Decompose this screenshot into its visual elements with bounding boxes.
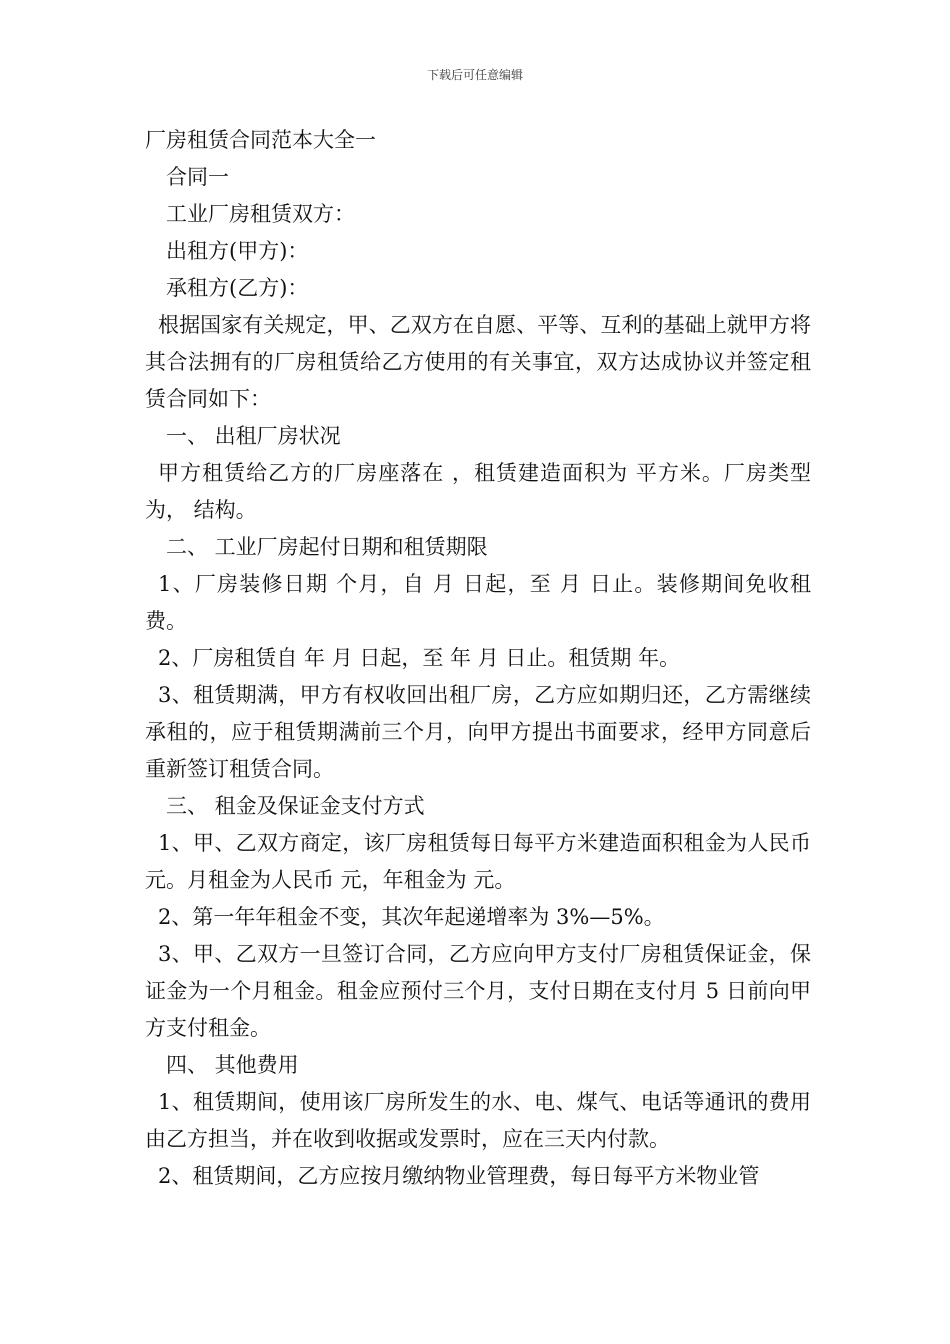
paragraph: 三、 租金及保证金支付方式 (166, 794, 425, 818)
paragraph: 根据国家有关规定，甲、乙双方在自愿、平等、互利的基础上就甲方将其合法拥有的厂房租赁给乙方使用的有关事宜，双方达成协议并签定租赁合同如下： (145, 313, 811, 411)
paragraph: 3、租赁期满，甲方有权收回出租厂房，乙方应如期归还，乙方需继续承租的，应于租赁期满前三个月，向甲方提出书面要求，经甲方同意后重新签订租赁合同。 (145, 683, 811, 781)
paragraph: 二、 工业厂房起付日期和租赁期限 (166, 535, 488, 559)
paragraph: 承租方(乙方)： (166, 276, 309, 300)
paragraph: 3、甲、乙双方一旦签订合同，乙方应向甲方支付厂房租赁保证金，保证金为一个月租金。租金应预付三个月，支付日期在支付月 5 日前向甲方支付租金。 (145, 942, 811, 1040)
paragraph: 1、厂房装修日期 个月，自 月 日起，至 月 日止。装修期间免收租费。 (145, 572, 811, 633)
header-note: 下载后可任意编辑 (426, 68, 523, 82)
paragraph: 甲方租赁给乙方的厂房座落在 ，租赁建造面积为 平方米。厂房类型为， 结构。 (145, 461, 811, 522)
paragraph: 1、租赁期间，使用该厂房所发生的水、电、煤气、电话等通讯的费用由乙方担当，并在收到收据或发票时，应在三天内付款。 (145, 1090, 811, 1151)
paragraph: 1、甲、乙双方商定，该厂房租赁每日每平方米建造面积租金为人民币 元。月租金为人民币 元，年租金为 元。 (145, 831, 811, 892)
paragraph: 2、第一年年租金不变，其次年起递增率为 3%—5%。 (158, 905, 665, 929)
paragraph: 2、厂房租赁自 年 月 日起，至 年 月 日止。租赁期 年。 (158, 646, 681, 670)
paragraph: 2、租赁期间，乙方应按月缴纳物业管理费，每日每平方米物业管 (158, 1164, 760, 1188)
paragraph: 工业厂房租赁双方： (166, 202, 355, 226)
paragraph: 一、 出租厂房状况 (166, 424, 341, 448)
paragraph: 合同一 (166, 165, 229, 189)
paragraph: 出租方(甲方)： (166, 239, 309, 263)
document-title: 厂房租赁合同范本大全一 (145, 128, 376, 152)
contract-body (145, 122, 811, 1195)
paragraph: 四、 其他费用 (166, 1053, 299, 1077)
